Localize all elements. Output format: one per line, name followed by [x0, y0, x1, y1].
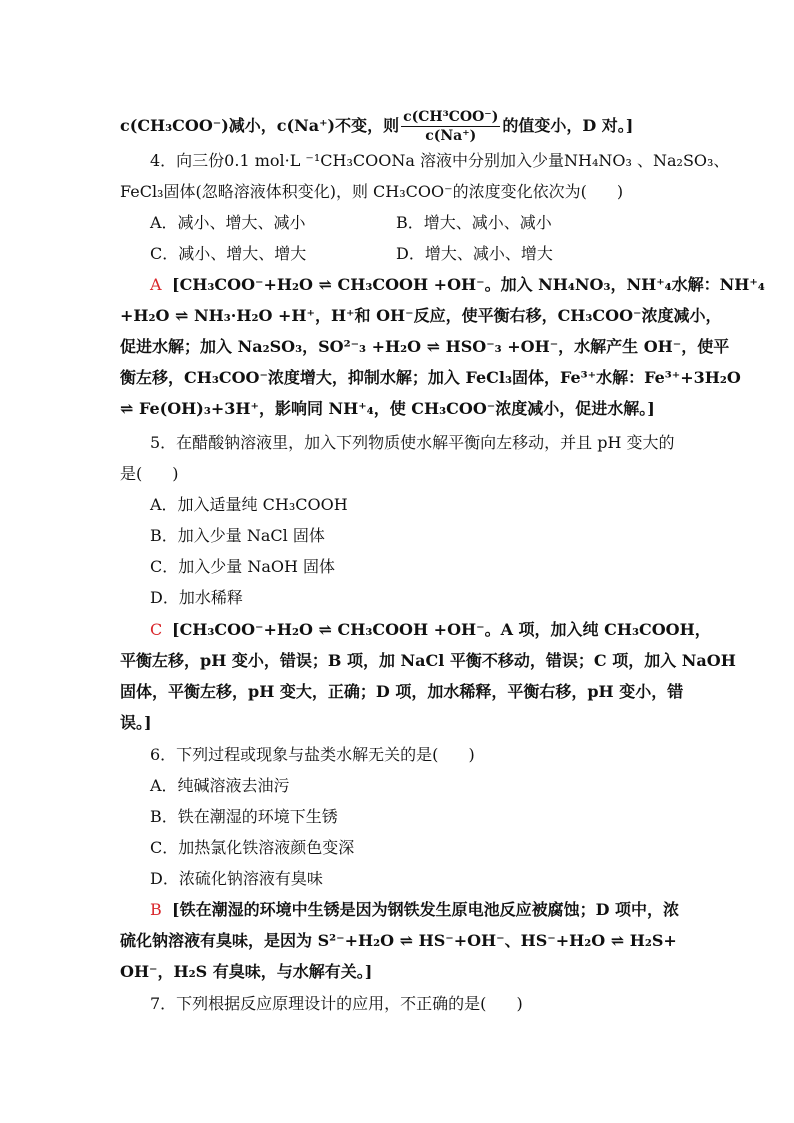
question-4-option-a: A．减小、增大、减小 — [150, 213, 306, 232]
answer-5-line2: 平衡左移，pH 变小，错误；B 项，加 NaCl 平衡不移动，错误；C 项，加入 NaOH — [120, 651, 736, 670]
question-5-option-a: A．加入适量纯 CH₃COOH — [150, 495, 348, 514]
answer-6-letter: B — [150, 900, 162, 919]
question-7-stem — [150, 993, 523, 1015]
question-4-stem-text: FeCl₃固体(忽略溶液体积变化)，则 CH₃COO⁻的浓度变化依次为( — [120, 182, 587, 201]
question-5-stem-line1: 5．在醋酸钠溶液里，加入下列物质使水解平衡向左移动，并且 pH 变大的 — [150, 433, 675, 452]
answer-blank-close: ) — [616, 182, 624, 201]
question-4-options-row2 — [150, 243, 553, 265]
answer-4-line3: 促进水解；加入 Na₂SO₃，SO²⁻₃ +H₂O ⇌ HSO⁻₃ +OH⁻，水解产生 OH⁻，使平 — [120, 337, 730, 356]
answer-6-line1 — [150, 899, 679, 921]
question-4-stem-line1: 4．向三份0.1 mol·L ⁻¹CH₃COONa 溶液中分别加入少量NH₄NO₃ 、Na₂SO₃、 — [150, 151, 730, 170]
answer-4-letter: A — [150, 275, 162, 294]
question-4-options-row1 — [150, 212, 552, 234]
answer-6-line2: 硫化钠溶液有臭味，是因为 S²⁻+H₂O ⇌ HS⁻+OH⁻、HS⁻+H₂O ⇌ H₂S+ — [120, 931, 677, 950]
answer-4-line4: 衡左移，CH₃COO⁻浓度增大，抑制水解；加入 FeCl₃固体，Fe³⁺水解：Fe³⁺+3H₂O — [120, 368, 741, 387]
question-6-stem-text: 6．下列过程或现象与盐类水解无关的是( — [150, 745, 439, 764]
question-5-stem-line2 — [120, 463, 179, 485]
answer-blank-close: ) — [172, 464, 179, 483]
question-5-option-b: B．加入少量 NaCl 固体 — [150, 526, 325, 545]
question-5-stem-text: 是( — [120, 464, 143, 483]
fraction-numerator: c(CH³COO⁻) — [403, 109, 499, 125]
answer-5-letter: C — [150, 620, 163, 639]
answer-3-text-pre: c(CH₃COO⁻)减小，c(Na⁺)不变，则 — [120, 116, 400, 135]
answer-4-line5: ⇌ Fe(OH)₃+3H⁺，影响同 NH⁺₄，使 CH₃COO⁻浓度减小，促进水解。] — [120, 399, 655, 418]
question-6-option-c: C．加热氯化铁溶液颜色变深 — [150, 838, 355, 857]
answer-4-line1 — [150, 274, 765, 296]
question-4-option-c: C．减小、增大、增大 — [150, 244, 307, 263]
answer-6-text: [铁在潮湿的环境中生锈是因为钢铁发生原电池反应被腐蚀；D 项中，浓 — [172, 900, 680, 919]
question-7-stem-text: 7．下列根据反应原理设计的应用，不正确的是( — [150, 994, 487, 1013]
question-6-option-d: D．浓硫化钠溶液有臭味 — [150, 869, 323, 888]
answer-3-tail — [120, 108, 634, 144]
question-6-option-a: A．纯碱溶液去油污 — [150, 776, 290, 795]
question-6-stem — [150, 744, 475, 766]
question-6-option-b: B．铁在潮湿的环境下生锈 — [150, 807, 338, 826]
question-4-option-d: D．增大、减小、增大 — [396, 244, 553, 263]
question-4-option-b: B．增大、减小、减小 — [396, 213, 552, 232]
answer-blank-close: ) — [468, 745, 475, 764]
question-5-option-c: C．加入少量 NaOH 固体 — [150, 557, 336, 576]
answer-4-line2: +H₂O ⇌ NH₃·H₂O +H⁺，H⁺和 OH⁻反应，使平衡右移，CH₃COO⁻浓度减小， — [120, 306, 722, 325]
question-4-stem-line2 — [120, 181, 623, 203]
answer-5-line3: 固体，平衡左移，pH 变大，正确；D 项，加水稀释，平衡右移，pH 变小，错 — [120, 682, 684, 701]
answer-5-line4: 误。] — [120, 713, 152, 732]
answer-5-line1 — [150, 619, 711, 641]
ratio-fraction — [401, 108, 500, 145]
answer-5-text: [CH₃COO⁻+H₂O ⇌ CH₃COOH +OH⁻。A 项，加入纯 CH₃COOH， — [172, 620, 711, 639]
answer-4-text: [CH₃COO⁻+H₂O ⇌ CH₃COOH +OH⁻。加入 NH₄NO₃，NH⁺₄水解：NH⁺₄ — [172, 275, 765, 294]
fraction-denominator: c(Na⁺) — [425, 128, 477, 144]
answer-3-text-post: 的值变小，D 对。] — [502, 116, 634, 135]
question-5-option-d: D．加水稀释 — [150, 588, 243, 607]
answer-blank-close: ) — [516, 994, 523, 1013]
answer-6-line3: OH⁻，H₂S 有臭味，与水解有关。] — [120, 962, 373, 981]
